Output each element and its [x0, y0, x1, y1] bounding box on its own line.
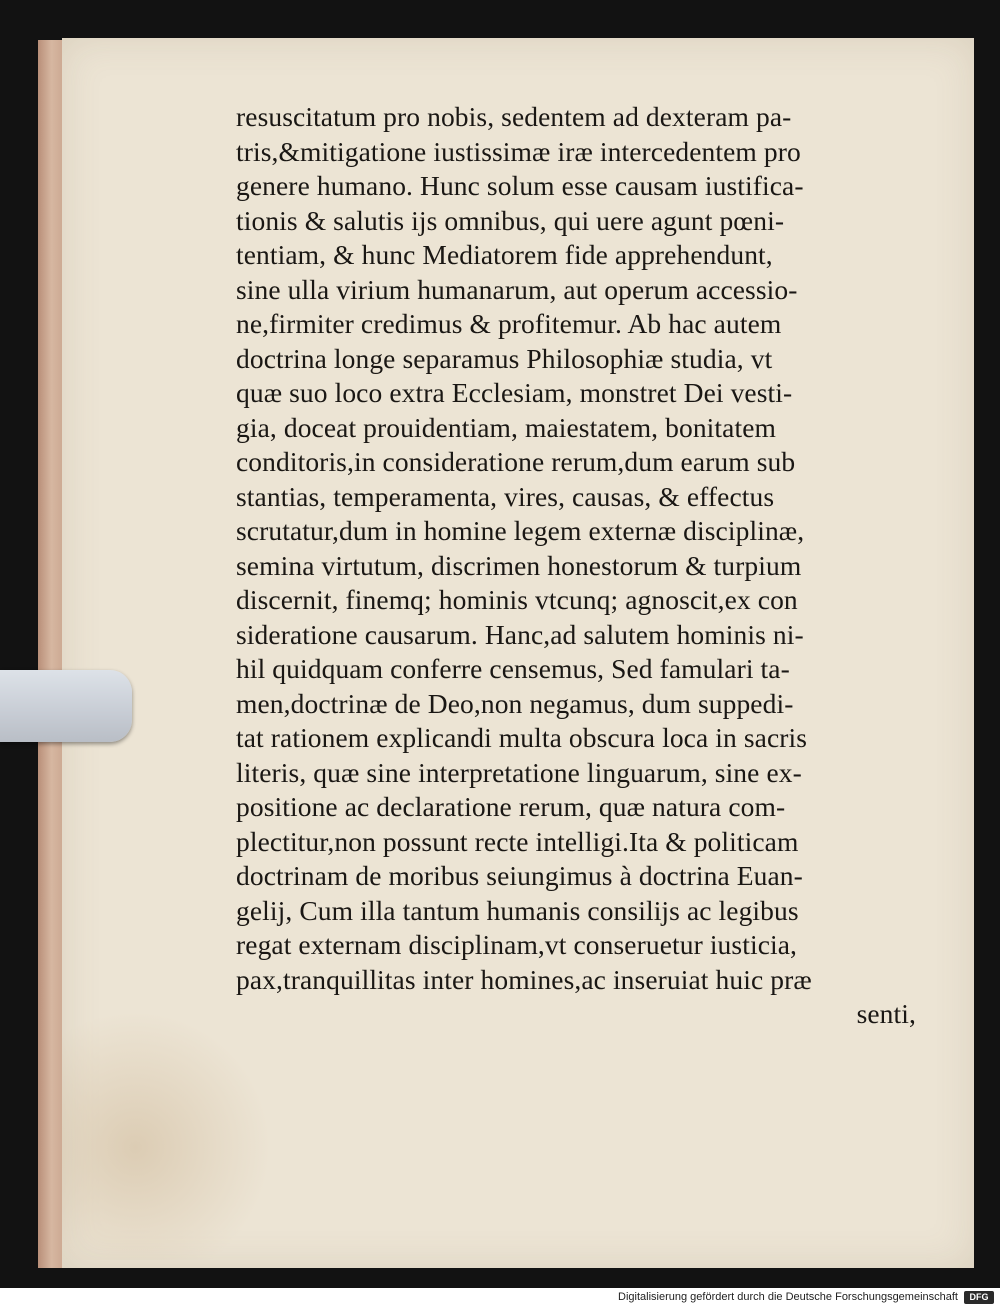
text-line: pax,tranquillitas inter homines,ac inseruiat huic præ — [236, 963, 812, 995]
text-line: sideratione causarum. Hanc,ad salutem hominis ni- — [236, 618, 804, 650]
text-line: stantias, temperamenta, vires, causas, & effectus — [236, 480, 775, 512]
text-line: semina virtutum, discrimen honestorum & turpium — [236, 549, 802, 581]
text-line: genere humano. Hunc solum esse causam iustifica- — [236, 170, 804, 201]
text-line: ne,firmiter credimus & profitemur. Ab hac autem — [236, 308, 782, 339]
text-line: men,doctrinæ de Deo,non negamus, dum suppedi- — [236, 687, 794, 719]
text-line: plectitur,non possunt recte intelligi.Ita & politicam — [236, 825, 799, 857]
text-line: sine ulla virium humanarum, aut operum accessio- — [236, 273, 798, 305]
text-line: discernit, finemq; hominis vtcunq; agnoscit,ex con — [236, 584, 798, 615]
text-line: doctrina longe separamus Philosophiæ studia, vt — [236, 342, 773, 374]
text-line: tris,&mitigatione iustissimæ iræ intercedentem pro — [236, 135, 801, 167]
text-line: scrutatur,dum in homine legem externæ disciplinæ, — [236, 515, 805, 546]
text-line: gelij, Cum illa tantum humanis consilijs ac legibus — [236, 894, 799, 926]
text-line: quæ suo loco extra Ecclesiam, monstret Dei vesti- — [236, 377, 793, 408]
page-clip — [0, 670, 132, 742]
text-line: conditoris,in consideratione rerum,dum earum sub — [236, 446, 796, 477]
page-text — [236, 100, 916, 1032]
footer-bar — [0, 1288, 1000, 1308]
text-line: doctrinam de moribus seiungimus à doctrina Euan- — [236, 860, 803, 891]
text-line: tionis & salutis ijs omnibus, qui uere agunt pœni- — [236, 204, 785, 236]
dfg-logo: DFG — [964, 1291, 994, 1304]
text-line: tentiam, & hunc Mediatorem fide apprehendunt, — [236, 239, 773, 270]
text-line: resuscitatum pro nobis, sedentem ad dexteram pa- — [236, 101, 792, 132]
text-line: gia, doceat prouidentiam, maiestatem, bonitatem — [236, 411, 777, 443]
text-line: positione ac declaratione rerum, quæ natura com- — [236, 791, 786, 822]
text-line: hil quidquam conferre censemus, Sed famulari ta- — [236, 653, 790, 684]
water-stain — [62, 1010, 272, 1260]
text-line: regat externam disciplinam,vt conseruetur iusticia, — [236, 929, 798, 960]
text-line: literis, quæ sine interpretatione linguarum, sine ex- — [236, 756, 802, 788]
funding-credit: Digitalisierung gefördert durch die Deutsche Forschungsgemeinschaft — [618, 1291, 958, 1303]
text-line: tat rationem explicandi multa obscura loca in sacris — [236, 722, 808, 753]
catchword: senti, — [856, 998, 916, 1029]
